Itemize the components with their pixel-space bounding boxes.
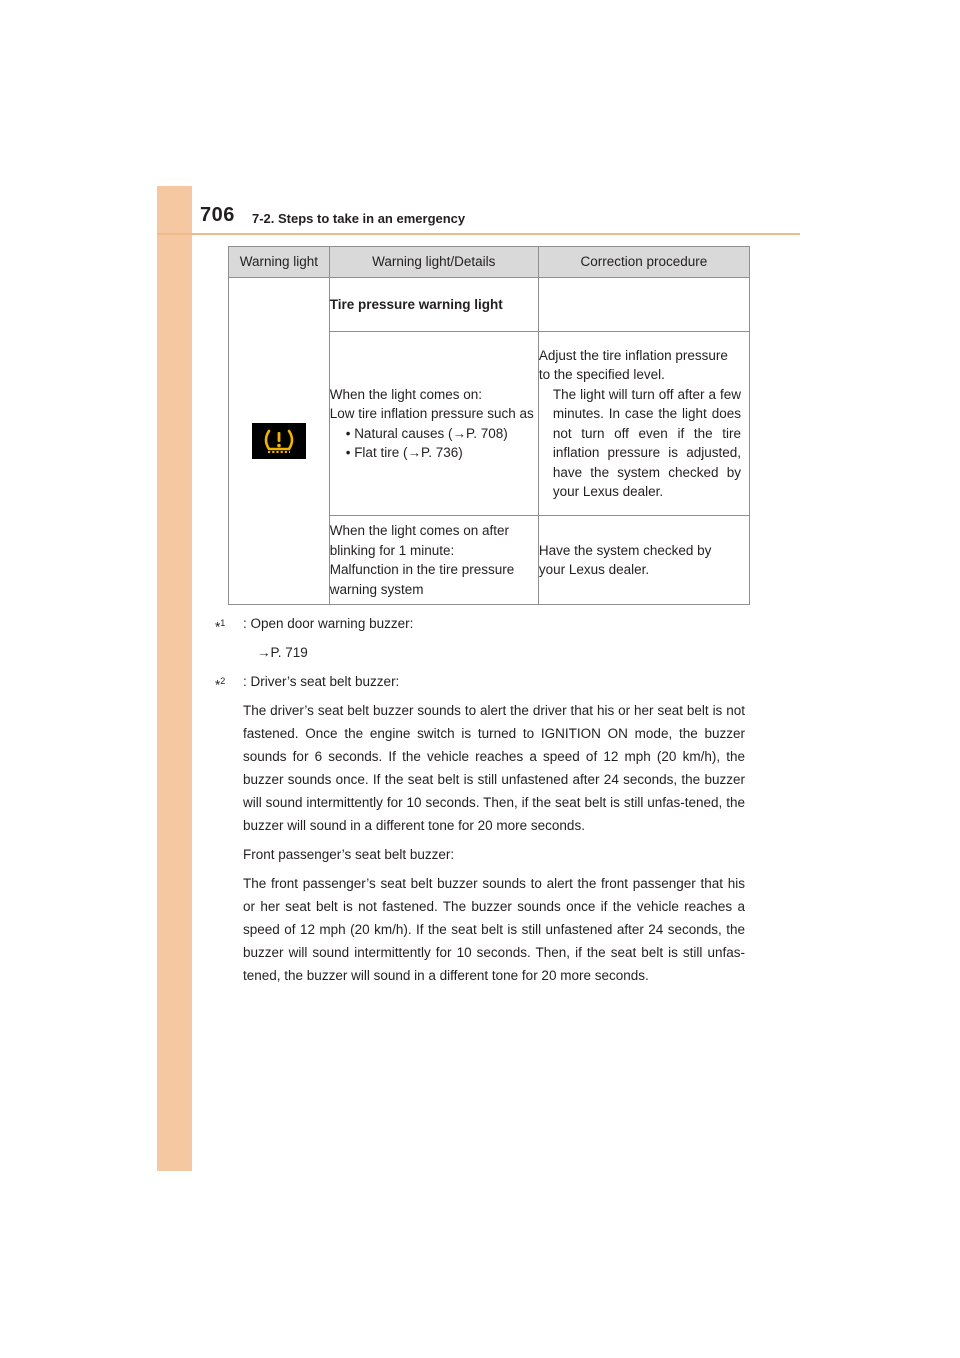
header-rule xyxy=(157,233,800,235)
detail-line: Low tire inflation pressure such as xyxy=(329,406,534,421)
tire-pressure-warning-icon xyxy=(252,423,306,459)
list-item: • Natural causes (→P. 708) xyxy=(345,425,508,441)
tpms-correction-row1 xyxy=(538,332,749,516)
paragraph: The driver’s seat belt buzzer sounds to alert the driver that his or her seat belt is not fastened. Once the engine switch is turned to IGNITION ON mode, the buzzer sounds for 6 seconds. If the vehicle reaches a speed of 12 mph (20 km/h), the buzzer sounds once. If the seat belt is still unfastened after 24 seconds, the buzzer will sound intermittently for 10 seconds. Then, if the seat belt is still unfas-tened, the buzzer will sound in a different tone for 20 more seconds. xyxy=(243,703,745,833)
footnote-title: : Driver’s seat belt buzzer: xyxy=(243,674,400,689)
chapter-side-tab xyxy=(157,186,192,1171)
header-correction: Correction procedure xyxy=(538,247,749,278)
paragraph: The front passenger’s seat belt buzzer sounds to alert the front passenger that his or her seat belt is not fastened. The buzzer sounds once if the vehicle reaches a speed of 12 mph (20 km/h). If the seat belt is still unfastened after 24 seconds, the buzzer will sound intermittently for 10 seconds. Then, if the seat belt is still unfas-tened, the buzzer will sound in a different tone for 20 more seconds. xyxy=(243,876,745,983)
page-reference: →P. 719 xyxy=(257,645,308,660)
detail-line: When the light comes on: xyxy=(329,386,483,402)
footnote-1 xyxy=(215,612,745,664)
footnote-marker: *$^2$ xyxy=(215,676,226,693)
table-row xyxy=(229,278,750,332)
tpms-title: Tire pressure warning light xyxy=(329,278,538,332)
tpms-detail-row2 xyxy=(329,516,538,605)
header-details: Warning light/Details xyxy=(329,247,538,278)
footnote-title: : Open door warning buzzer: xyxy=(243,616,414,631)
correction-main: Adjust the tire inflation pressure to the specified level. xyxy=(538,347,728,382)
page-number: 706 xyxy=(200,204,235,226)
footnotes xyxy=(215,612,745,987)
correction-note: The light will turn off after a few minutes. In case the light does not turn off even if the tire inflation pressure is adjusted, have the system checked by your Lexus dealer. xyxy=(552,386,741,499)
footnote-marker: *$^1$ xyxy=(215,618,226,635)
table-header-row xyxy=(229,247,750,278)
header-warning-light: Warning light xyxy=(229,247,330,278)
warning-light-cell xyxy=(229,278,330,605)
tpms-title-empty xyxy=(538,278,749,332)
section-title: 7-2. Steps to take in an emergency xyxy=(252,211,466,226)
warning-light-table xyxy=(228,246,750,605)
tpms-correction-row2: Have the system checked by your Lexus dealer. xyxy=(538,516,749,605)
detail-line: Malfunction in the tire pressure warning system xyxy=(329,562,515,597)
page-header xyxy=(192,200,800,234)
detail-line: When the light comes on after blinking for 1 minute: xyxy=(329,523,510,558)
tpms-detail-row1 xyxy=(329,332,538,516)
list-item: • Flat tire (→P. 736) xyxy=(345,445,463,460)
footnote-2 xyxy=(215,670,745,987)
paragraph: Front passenger’s seat belt buzzer: xyxy=(243,847,455,862)
